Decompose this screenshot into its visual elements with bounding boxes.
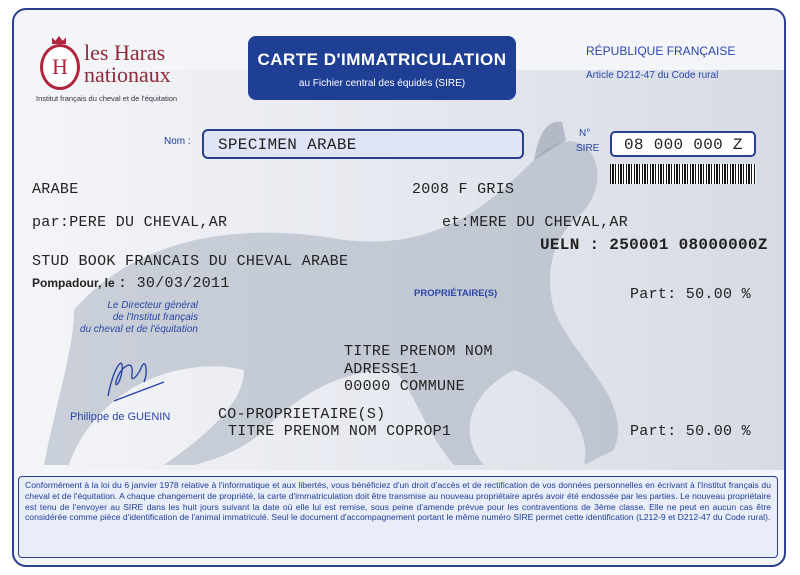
name-field: [202, 129, 524, 159]
nom-label: Nom :: [164, 136, 191, 147]
director-line3: du cheval et de l'équitation: [79, 324, 198, 335]
barcode: [610, 164, 756, 184]
logo-subtitle: Institut français du cheval et de l'équitation: [36, 94, 178, 103]
director-name: Philippe de GUENIN: [70, 411, 171, 423]
legal-notice: Conformément à la loi du 6 janvier 1978 relative à l'informatique et aux libertés, vous bénéficiez d'un droit d'accès et de rectification de vos données personnelles en écrivant à l'Institut français du cheval et de l'équitation. A chaque changement de propriété, la carte d'immatriculation doit être transmise au nouveau propriétaire après avoir été endossée par les parties. Le nouveau propriétaire est tenu de l'envoyer au SIRE dans les huit jours suivant la date où elle lui est remise, sous peine d'amende prévue pour les contraventions de 3ème classe. Elle ne peut en aucun cas être considérée comme pièce d'identification de l'animal immatriculé. Seul le document d'accompagnement portant le même numéro SIRE permet cette identification (L212-9 et D212-47 du Code rural).: [18, 476, 778, 558]
issue-date: : 30/03/2011: [118, 275, 230, 292]
owner-address: ADRESSE1: [344, 361, 419, 378]
director-title: [58, 300, 198, 336]
coowner-section-label: CO-PROPRIETAIRE(S): [218, 406, 386, 423]
breed: ARABE: [32, 181, 79, 198]
mother: et:MERE DU CHEVAL,AR: [442, 214, 629, 231]
director-line2: de l'Institut français: [112, 312, 198, 323]
article-label: Article D212-47 du Code rural: [586, 70, 719, 81]
stud-book: STUD BOOK FRANCAIS DU CHEVAL ARABE: [32, 253, 349, 270]
card-title: CARTE D'IMMATRICULATION: [257, 50, 507, 69]
place-label: Pompadour, le: [32, 276, 115, 290]
logo-line1: les Haras: [84, 40, 166, 65]
sire-value: 08 000 000 Z: [624, 136, 743, 154]
sire-number-label: N°: [579, 128, 591, 139]
place-date: [32, 275, 230, 292]
republic-label: RÉPUBLIQUE FRANÇAISE: [586, 44, 736, 58]
coowner-part: Part: 50.00 %: [630, 423, 751, 440]
director-line1: Le Directeur général: [107, 300, 198, 311]
haras-logo-icon: H: [40, 44, 80, 90]
owner-part: Part: 50.00 %: [630, 286, 751, 303]
logo-line2: nationaux: [84, 62, 171, 87]
father: par:PERE DU CHEVAL,AR: [32, 214, 228, 231]
name-value: SPECIMEN ARABE: [218, 136, 357, 154]
sire-field: [610, 131, 756, 157]
owner-city: 00000 COMMUNE: [344, 378, 465, 395]
card-subtitle: au Fichier central des équidés (SIRE): [298, 78, 466, 89]
sire-label: SIRE: [576, 143, 600, 154]
logo-wordmark: [84, 42, 171, 86]
owner-name: TITRE PRENOM NOM: [344, 343, 493, 360]
ueln: UELN : 250001 08000000Z: [540, 236, 768, 254]
registration-card: [12, 8, 786, 567]
coowner-name: TITRE PRENOM NOM COPROP1: [228, 423, 452, 440]
signature-scribble: [94, 346, 184, 406]
owner-section-label: PROPRIÉTAIRE(S): [414, 288, 498, 299]
card-title-box: [248, 36, 516, 100]
year-sex-color: 2008 F GRIS: [412, 181, 515, 198]
